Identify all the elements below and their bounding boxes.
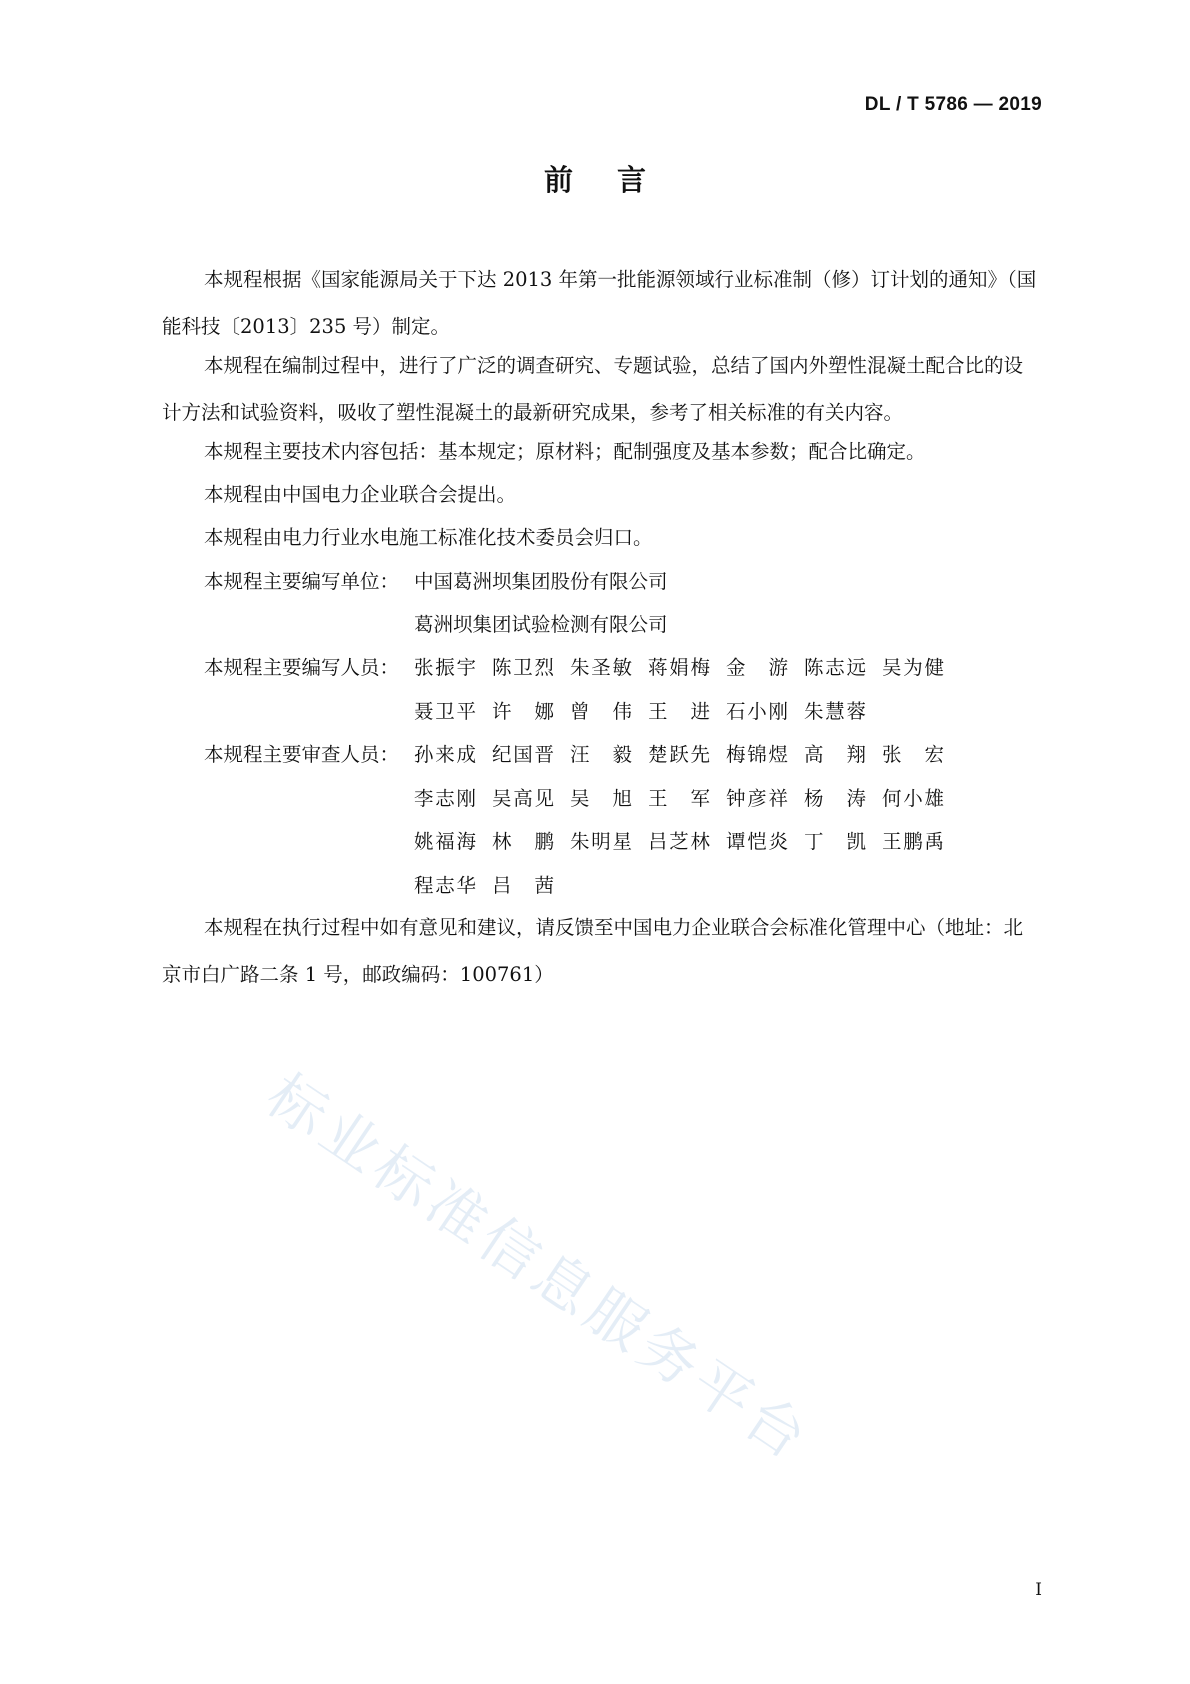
person-name: 吕芝林 <box>648 830 710 853</box>
person-name: 梅锦煜 <box>726 743 788 766</box>
paragraph-feedback: 本规程在执行过程中如有意见和建议，请反馈至中国电力企业联合会标准化管理中心（地址：北京市白广路二条 1 号，邮政编码：100761） <box>162 916 1024 986</box>
person-name: 朱圣敏 <box>570 656 632 679</box>
person-name: 高 翔 <box>804 743 866 766</box>
person-name: 石小刚 <box>726 699 788 723</box>
person-name: 纪国晋 <box>492 743 554 766</box>
person-name: 何小雄 <box>882 786 944 810</box>
person-name: 朱慧蓉 <box>804 699 866 723</box>
person-name: 吴 旭 <box>570 786 632 810</box>
drafting-unit: 葛洲坝集团试验检测有限公司 <box>414 613 668 636</box>
person-name: 汪 毅 <box>570 743 632 766</box>
person-name: 张 宏 <box>882 743 944 766</box>
person-name: 聂卫平 <box>414 699 476 723</box>
person-name: 蒋娟梅 <box>648 656 710 679</box>
person-name: 孙来成 <box>414 743 476 766</box>
standard-code: DL / T 5786 — 2019 <box>864 94 1042 115</box>
paragraph-content: 本规程主要技术内容包括：基本规定；原材料；配制强度及基本参数；配合比确定。 <box>204 440 926 463</box>
person-name: 楚跃先 <box>648 743 710 766</box>
paragraph-process: 本规程在编制过程中，进行了广泛的调查研究、专题试验，总结了国内外塑性混凝土配合比的设计方法和试验资料，吸收了塑性混凝土的最新研究成果，参考了相关标准的有关内容。 <box>162 354 1024 424</box>
paragraph-proposer: 本规程由中国电力企业联合会提出。 <box>204 483 517 506</box>
person-name: 林 鹏 <box>492 830 554 853</box>
reviewers-label: 本规程主要审查人员： <box>204 743 400 766</box>
paragraph-administrator: 本规程由电力行业水电施工标准化技术委员会归口。 <box>204 526 653 549</box>
person-name: 王 军 <box>648 786 710 810</box>
person-name: 许 娜 <box>492 699 554 723</box>
person-name: 金 游 <box>726 656 788 679</box>
person-name: 吕 茜 <box>492 873 554 897</box>
drafters-label: 本规程主要编写人员： <box>204 656 400 679</box>
drafting-unit: 中国葛洲坝集团股份有限公司 <box>414 570 668 593</box>
page-title: 前言 <box>543 163 690 197</box>
person-name: 杨 涛 <box>804 786 866 810</box>
person-name: 程志华 <box>414 873 476 897</box>
watermark: 标业标准信息服务平台 <box>254 1060 824 1476</box>
person-name: 吴高见 <box>492 786 554 810</box>
person-name: 王 进 <box>648 699 710 723</box>
person-name: 吴为健 <box>882 656 944 679</box>
person-name: 张振宇 <box>414 656 476 679</box>
person-name: 王鹏禹 <box>882 830 944 853</box>
person-name: 朱明星 <box>570 830 632 853</box>
person-name: 钟彦祥 <box>726 786 788 810</box>
person-name: 陈卫烈 <box>492 656 554 679</box>
person-name: 陈志远 <box>804 656 866 679</box>
person-name: 曾 伟 <box>570 699 632 723</box>
paragraph-basis: 本规程根据《国家能源局关于下达 2013 年第一批能源领域行业标准制（修）订计划的通知》（国能科技〔2013〕235 号）制定。 <box>162 268 1037 338</box>
person-name: 丁 凯 <box>804 830 866 853</box>
person-name: 李志刚 <box>414 786 476 810</box>
person-name: 姚福海 <box>414 830 476 853</box>
page-number: I <box>1035 1580 1042 1600</box>
person-name: 谭恺炎 <box>726 830 788 853</box>
drafting-units-label: 本规程主要编写单位： <box>204 570 400 593</box>
